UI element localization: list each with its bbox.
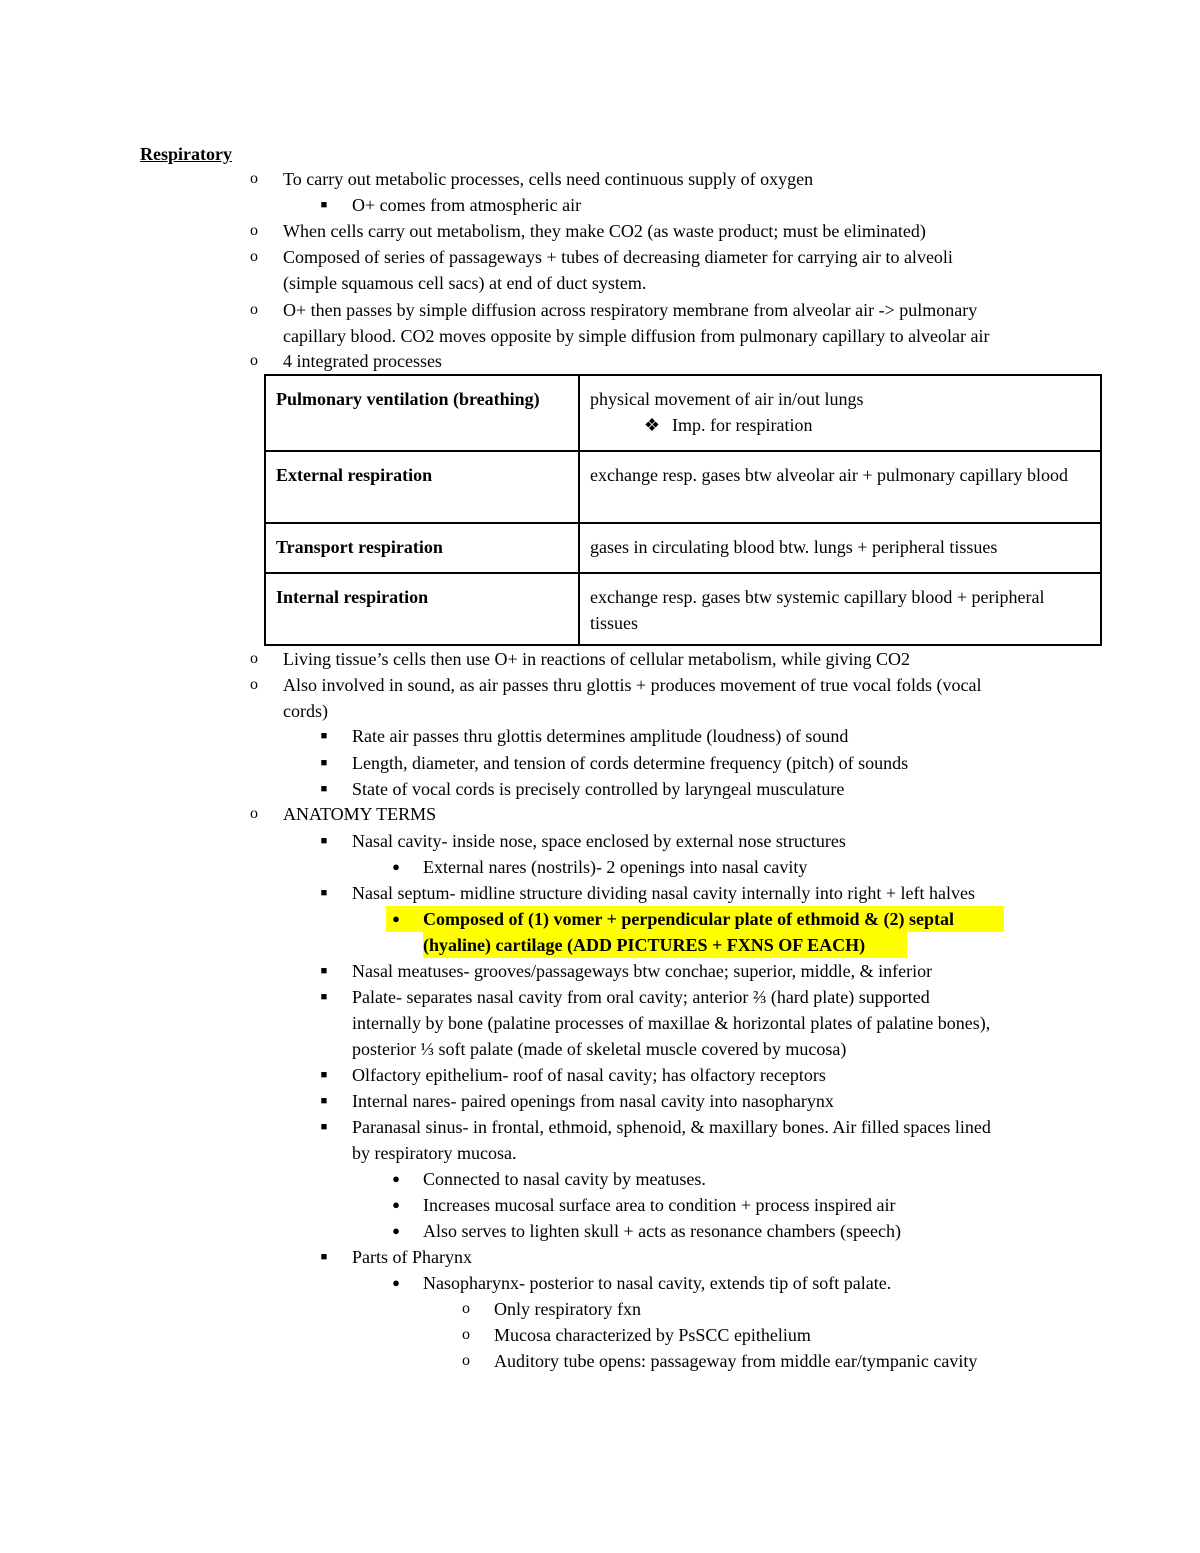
dot-bullet-icon: ● [392,1223,400,1238]
table-row [265,375,1101,451]
list-item-continuation: capillary blood. CO2 moves opposite by simple diffusion from pulmonary capillary to alveolar air [283,326,990,346]
square-bullet-icon: ■ [320,1069,328,1081]
list-item: Auditory tube opens: passageway from middle ear/tympanic cavity [494,1351,978,1371]
process-description: gases in circulating blood btw. lungs + peripheral tissues [579,523,1101,573]
highlighted-item: Composed of (1) vomer + perpendicular plate of ethmoid & (2) septal [423,909,955,929]
process-term: Internal respiration [265,573,579,645]
circle-bullet-icon: o [250,676,258,693]
list-item: 4 integrated processes [283,351,442,371]
list-item: Palate- separates nasal cavity from oral cavity; anterior ⅔ (hard plate) supported [352,987,930,1007]
list-item-continuation: by respiratory mucosa. [352,1143,517,1163]
list-item: Length, diameter, and tension of cords determine frequency (pitch) of sounds [352,753,909,773]
circle-bullet-icon: o [250,222,258,239]
circle-bullet-icon: o [250,301,258,318]
list-item: When cells carry out metabolism, they make CO2 (as waste product; must be eliminated) [283,221,926,241]
process-description: exchange resp. gases btw alveolar air + pulmonary capillary blood [579,451,1101,523]
highlighted-item-continuation: (hyaline) cartilage (ADD PICTURES + FXNS OF EACH) [423,935,866,955]
list-item: Internal nares- paired openings from nasal cavity into nasopharynx [352,1091,834,1111]
list-item: Nasal meatuses- grooves/passageways btw conchae; superior, middle, & inferior [352,961,933,981]
list-item: Olfactory epithelium- roof of nasal cavity; has olfactory receptors [352,1065,826,1085]
table-row [265,573,1101,645]
square-bullet-icon: ■ [320,835,328,847]
list-item: State of vocal cords is precisely controlled by laryngeal musculature [352,779,845,799]
list-item: Paranasal sinus- in frontal, ethmoid, sphenoid, & maxillary bones. Air filled spaces lined [352,1117,991,1137]
circle-bullet-icon: o [250,805,258,822]
diamond-bullet-icon: ❖ [643,415,660,435]
list-item-continuation: cords) [283,701,328,721]
list-item: Living tissue’s cells then use O+ in reactions of cellular metabolism, while giving CO2 [283,649,911,669]
process-description [579,375,1101,451]
circle-bullet-icon: o [462,1326,470,1343]
list-item: Only respiratory fxn [494,1299,641,1319]
list-item: Connected to nasal cavity by meatuses. [423,1169,706,1189]
list-item: Nasal cavity- inside nose, space enclosed by external nose structures [352,831,846,851]
dot-bullet-icon: ● [392,859,400,874]
dot-bullet-icon: ● [392,1171,400,1186]
circle-bullet-icon: o [462,1352,470,1369]
square-bullet-icon: ■ [320,991,328,1003]
process-term: External respiration [265,451,579,523]
table-row [265,451,1101,523]
list-item: Nasal septum- midline structure dividing nasal cavity internally into right + left halves [352,883,976,903]
list-item-continuation: internally by bone (palatine processes of maxillae & horizontal plates of palatine bones), [352,1013,991,1033]
square-bullet-icon: ■ [320,783,328,795]
dot-bullet-icon: ● [392,911,400,926]
list-item: Composed of series of passageways + tubes of decreasing diameter for carrying air to alveoli [283,247,953,267]
process-description: exchange resp. gases btw systemic capillary blood + peripheral tissues [579,573,1101,645]
table-row [265,523,1101,573]
list-item: Also involved in sound, as air passes thru glottis + produces movement of true vocal folds (vocal [283,675,982,695]
list-item: External nares (nostrils)- 2 openings into nasal cavity [423,857,808,877]
square-bullet-icon: ■ [320,1121,328,1133]
list-item: Nasopharynx- posterior to nasal cavity, extends tip of soft palate. [423,1273,892,1293]
list-item-continuation: (simple squamous cell sacs) at end of duct system. [283,273,647,293]
dot-bullet-icon: ● [392,1275,400,1290]
square-bullet-icon: ■ [320,887,328,899]
list-item: Parts of Pharynx [352,1247,472,1267]
list-item: To carry out metabolic processes, cells need continuous supply of oxygen [283,169,814,189]
circle-bullet-icon: o [250,650,258,667]
list-item: O+ comes from atmospheric air [352,195,582,215]
square-bullet-icon: ■ [320,965,328,977]
list-item: Increases mucosal surface area to condition + process inspired air [423,1195,896,1215]
circle-bullet-icon: o [250,352,258,369]
list-item-continuation: posterior ⅓ soft palate (made of skeletal muscle covered by mucosa) [352,1039,847,1059]
list-item: Mucosa characterized by PsSCC epithelium [494,1325,811,1345]
processes-table [264,374,1102,646]
dot-bullet-icon: ● [392,1197,400,1212]
process-desc-text: physical movement of air in/out lungs [590,389,864,409]
square-bullet-icon: ■ [320,199,328,211]
section-heading: ANATOMY TERMS [283,804,437,824]
list-item: Also serves to lighten skull + acts as resonance chambers (speech) [423,1221,902,1241]
process-sub-text: Imp. for respiration [672,415,813,435]
square-bullet-icon: ■ [320,757,328,769]
circle-bullet-icon: o [250,170,258,187]
list-item: O+ then passes by simple diffusion across respiratory membrane from alveolar air -> pulmonary [283,300,978,320]
circle-bullet-icon: o [250,248,258,265]
square-bullet-icon: ■ [320,1095,328,1107]
process-term: Transport respiration [265,523,579,573]
circle-bullet-icon: o [462,1300,470,1317]
square-bullet-icon: ■ [320,1251,328,1263]
page-title: Respiratory [140,144,232,164]
list-item: Rate air passes thru glottis determines amplitude (loudness) of sound [352,726,849,746]
process-term: Pulmonary ventilation (breathing) [265,375,579,451]
square-bullet-icon: ■ [320,730,328,742]
